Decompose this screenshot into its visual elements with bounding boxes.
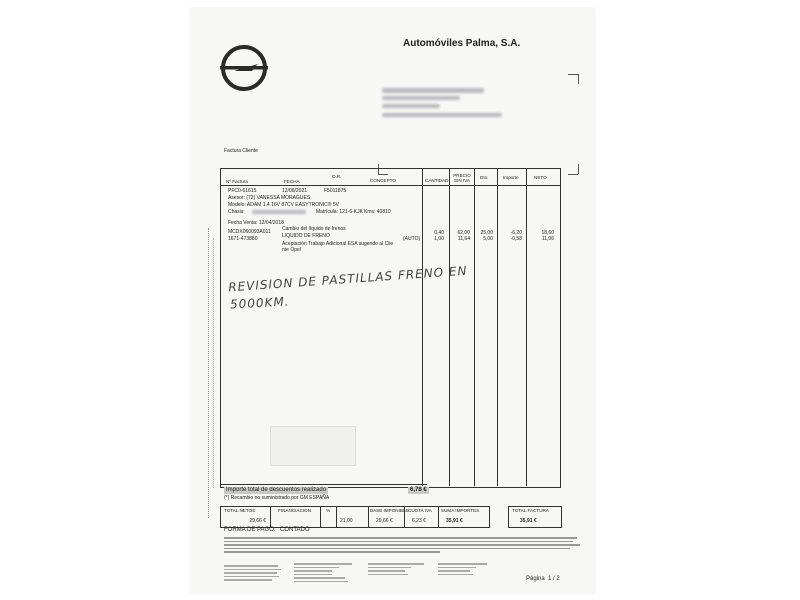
company-name: Automóviles Palma, S.A.: [403, 38, 521, 49]
header-importe: Importe: [503, 175, 519, 180]
vertical-fine-print: [208, 228, 211, 518]
faint-stamp: [270, 426, 356, 466]
line-note-2: nte Opel: [282, 247, 301, 253]
line-2-auto: (AUTO): [403, 236, 421, 242]
total-factura-label: TOTAL FACTURA: [512, 508, 549, 513]
handwritten-note-line-1: REVISION DE PASTILLAS FRENO EN: [227, 263, 468, 295]
header-dto: Dto.: [480, 175, 489, 180]
line-1-cantidad: 0,40: [434, 230, 444, 236]
handwritten-note-line-2: 5000KM.: [229, 294, 290, 312]
line-1-neto: 18,60: [541, 230, 554, 236]
header-precio-sin-iva: PRECIO SIN IVA: [453, 173, 471, 183]
line-2-code: 1671-473880: [228, 236, 258, 242]
cuota-label: CUOTA IVA: [408, 508, 432, 513]
footer-address-2: [368, 561, 430, 577]
page-number: 1 / 2: [548, 576, 560, 582]
discount-label: Importe total de descuentos realizado: [226, 487, 327, 493]
header-neto: NETO: [534, 175, 547, 180]
kms: Kms: 40810: [364, 209, 391, 215]
fecha-venta: Fecha Venta: 12/04/2018: [228, 220, 284, 226]
line-2-precio: 11,64: [457, 236, 470, 242]
line-1-dto: 25,00: [480, 230, 493, 236]
invoice-date: 12/06/2021: [282, 188, 308, 194]
recipient-address: [378, 74, 578, 174]
header-num-factura: Nº Factura: [226, 179, 248, 184]
opel-logo-icon: [218, 42, 270, 94]
pct-value: 21,00: [340, 518, 353, 524]
pct-label: %: [326, 508, 331, 513]
financiacion-label: FINANCIACION: [278, 508, 311, 513]
line-2-importe: -0,58: [510, 236, 522, 242]
line-1-concept: Cambio del líquido de frenos: [282, 226, 346, 232]
chasis-label: Chasis:: [228, 209, 245, 215]
payment-value: CONTADO: [280, 527, 310, 533]
footer-address-3: [438, 561, 492, 577]
header-or: O.R.: [332, 174, 342, 179]
page-label: Página: [526, 576, 545, 582]
line-1-importe: -6,20: [510, 230, 522, 236]
line-2-cantidad: 1,00: [434, 236, 444, 242]
line-note-1: Aceptación Trabajo Adicional ESA sugerido al Clie: [282, 241, 394, 247]
suma-label: SUMA IMPORTES: [441, 508, 480, 513]
line-1-precio: 62,00: [457, 230, 470, 236]
or-number: F5011875: [324, 188, 347, 194]
discount-note: (*) Recambio no suministrado por GM ESPAÑA: [224, 495, 330, 501]
invoice-page: [190, 8, 595, 594]
footer-address-1: [294, 561, 358, 584]
header-fecha: FECHA: [284, 179, 300, 184]
base-value: 29,66 €: [376, 518, 393, 524]
header-cantidad: CANTIDAD: [425, 178, 449, 183]
legal-fine-print: [224, 535, 584, 553]
asesor: Asesor: (72) VANESSA MORAGUES: [228, 195, 311, 201]
header-concepto: CONCEPTO: [370, 178, 396, 183]
matricula: Matrícula: 121-6-KJK: [316, 209, 363, 215]
line-2-neto: 11,06: [541, 236, 554, 242]
base-label: BASE IMPONIBLE: [370, 508, 409, 513]
discount-value: 6,78 €: [410, 487, 427, 493]
footer-registry: [224, 563, 284, 583]
modelo: Modelo: ADAM 1.4 16V 87CV EASYTRONIC® 5V: [228, 202, 339, 208]
total-netos-label: TOTAL NETOS: [224, 508, 256, 513]
cuota-value: 6,23 €: [412, 518, 426, 524]
total-factura-value: 35,91 €: [520, 518, 537, 524]
line-2-dto: 5,00: [483, 236, 493, 242]
suma-value: 35,91 €: [446, 518, 463, 524]
document-type: Factura Cliente: [224, 148, 258, 154]
total-netos-value: 29,66 €: [249, 518, 266, 524]
line-1-code: MCDX060093A011: [228, 229, 271, 235]
line-2-concept: LIQUIDO DE FRENO: [282, 233, 330, 239]
vertical-fine-print-2: [213, 238, 216, 488]
payment-label: FORMA DE PAGO:: [224, 527, 276, 533]
invoice-number: PFC0-61615: [228, 188, 257, 194]
